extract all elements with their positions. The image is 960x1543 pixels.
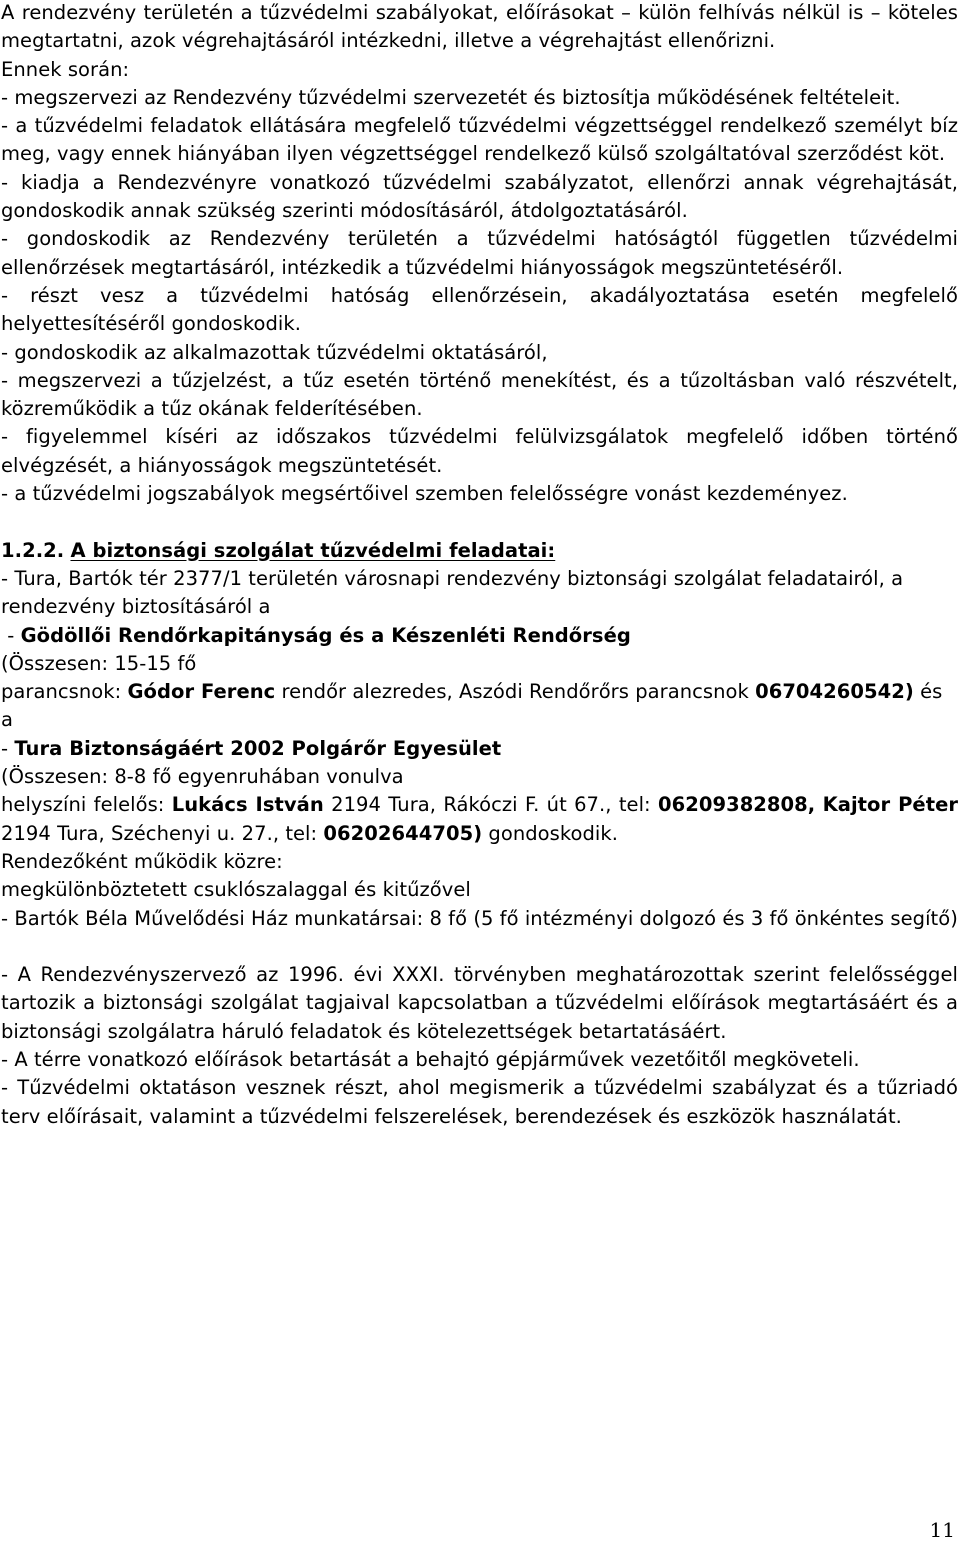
- blank-line: [1, 508, 958, 536]
- commander-label: parancsnok:: [1, 680, 128, 704]
- commander-phone: 06704260542): [755, 680, 914, 704]
- paragraph-tura-bartok: - Tura, Bartók tér 2377/1 területén városnapi rendezvény biztonsági szolgálat feladatairól, a rendezvény biztosításáról a: [1, 566, 904, 619]
- guard-prefix: -: [1, 736, 15, 760]
- responsible-phone-2: 06202644705): [323, 821, 483, 845]
- list-item-hatosag: - részt vesz a tűzvédelmi hatóság ellenőrzésein, akadályoztatása esetén megfelelő helyettesítéséről gondoskodik.: [1, 283, 958, 336]
- paragraph-wristband: megkülönböztetett csuklószalaggal és kitűzővel: [1, 878, 471, 902]
- police-name: Gödöllői Rendőrkapitányság és a Készenléti Rendőrség: [20, 623, 631, 647]
- list-item-szabalyzat: - kiadja a Rendezvényre vonatkozó tűzvédelmi szabályzatot, ellenőrzi annak végrehajtását, gondoskodik annak szükség szerinti módosításáról, átdolgoztatásáról.: [1, 170, 958, 223]
- paragraph-responsible: [1, 791, 958, 848]
- commander-name: Gódor Ferenc: [127, 680, 276, 704]
- list-item-oktatas: - gondoskodik az alkalmazottak tűzvédelmi oktatásáról,: [1, 340, 548, 364]
- paragraph-ennek-soran: Ennek során:: [1, 57, 130, 81]
- paragraph-training: - Tűzvédelmi oktatáson vesznek részt, ahol megismerik a tűzvédelmi szabályzat és a tűzriadó terv előírásait, valamint a tűzvédelmi felszerelések, berendezések és eszközök használatát.: [1, 1076, 958, 1128]
- responsible-address-2: 2194 Tura, Széchenyi u. 27., tel:: [1, 821, 324, 845]
- paragraph-staff: - Bartók Béla Művelődési Ház munkatársai: 8 fő (5 fő intézményi dolgozó és 3 fő önkéntes segítő): [1, 906, 958, 930]
- list-item-szervezet: - megszervezi az Rendezvény tűzvédelmi szervezetét és biztosítja működésének feltételeit.: [1, 85, 901, 109]
- responsible-end: gondoskodik.: [482, 821, 618, 845]
- list-item-megbizas: - a tűzvédelmi feladatok ellátására megfelelő tűzvédelmi végzettséggel rendelkező személyt bíz meg, vagy ennek hiányában ilyen végzettséggel rendelkező külső szolgáltatóval szerződést köt.: [1, 114, 958, 166]
- responsible-phone-1: 06209382808,: [657, 793, 816, 817]
- page-number: 11: [929, 1518, 955, 1542]
- paragraph-responsibility: - A Rendezvényszervező az 1996. évi XXXI. törvényben meghatározottak szerint felelősséggel tartozik a biztonsági szolgálat tagjaival kapcsolatban a tűzvédelmi előírások megtartásáért és a biztonsági szolgálatra háruló feladatok és kötelezettségek betartatásáért.: [1, 963, 958, 1043]
- paragraph-police-count: (Összesen: 15-15 fő: [1, 651, 197, 675]
- paragraph-organizers: Rendezőként működik közre:: [1, 849, 283, 873]
- responsible-space: [815, 793, 822, 816]
- section-heading: [1, 537, 958, 565]
- section-title: A biztonsági szolgálat tűzvédelmi feladatai:: [70, 538, 556, 562]
- commander-rest: rendőr alezredes, Aszódi Rendőrőrs parancsnok: [275, 680, 756, 704]
- blank-line: [1, 933, 958, 961]
- list-item-felelosseg: - a tűzvédelmi jogszabályok megsértőivel szemben felelősségre vonást kezdeményez.: [1, 482, 848, 506]
- list-item-felulvizsgalat: - figyelemmel kíséri az időszakos tűzvédelmi felülvizsgálatok megfelelő időben történő elvégzését, a hiányosságok megszüntetését.: [1, 425, 958, 477]
- list-item-tuzjelzes: - megszervezi a tűzjelzést, a tűz esetén történő menekítést, és a tűzoltásban való részvételt, közreműködik a tűz okának felderítésében.: [1, 368, 958, 421]
- section-number: 1.2.2.: [1, 538, 65, 562]
- paragraph-commander: [1, 678, 958, 735]
- responsible-name-2: Kajtor Péter: [822, 793, 959, 817]
- responsible-address-1: 2194 Tura, Rákóczi F. út 67., tel:: [323, 793, 658, 817]
- guard-name: Tura Biztonságáért 2002 Polgárőr Egyesület: [14, 736, 502, 760]
- commander-end: és a: [1, 680, 943, 732]
- paragraph-guard-count: (Összesen: 8-8 fő egyenruhában vonulva: [1, 765, 404, 789]
- paragraph-intro: A rendezvény területén a tűzvédelmi szabályokat, előírásokat – külön felhívás nélkül is – köteles megtartatni, azok végrehajtásáról intézkedni, illetve a végrehajtást ellenőrizni.: [1, 1, 958, 53]
- list-item-ellenorzesek: - gondoskodik az Rendezvény területén a tűzvédelmi hatóságtól független tűzvédelmi ellenőrzések megtartásáról, intézkedik a tűzvédelmi hiányosságok megszüntetéséről.: [1, 227, 958, 279]
- document-body: [1, 0, 958, 1131]
- paragraph-guard: [1, 735, 958, 763]
- responsible-label: helyszíni felelős:: [1, 793, 172, 817]
- responsible-name-1: Lukács István: [171, 793, 324, 817]
- police-prefix: -: [1, 623, 21, 647]
- paragraph-vehicles: - A térre vonatkozó előírások betartását a behajtó gépjárművek vezetőitől megköveteli.: [1, 1047, 860, 1071]
- paragraph-police: [1, 622, 958, 650]
